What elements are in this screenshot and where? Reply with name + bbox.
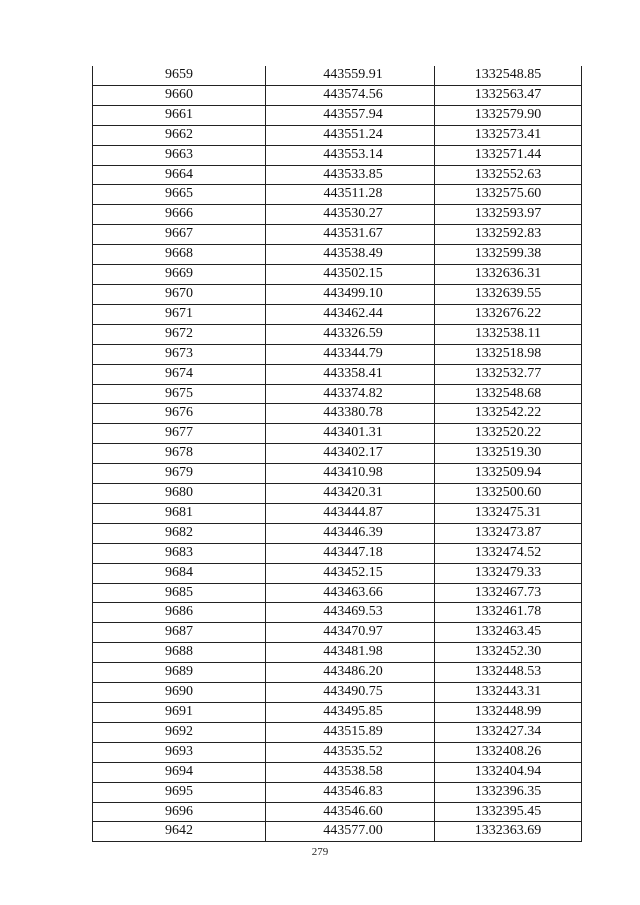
table-row xyxy=(93,404,582,424)
x-coordinate-cell: 443402.17 xyxy=(266,444,435,464)
table-row xyxy=(93,85,582,105)
point-number-cell: 9666 xyxy=(93,205,266,225)
x-coordinate-cell: 443538.58 xyxy=(266,762,435,782)
x-coordinate-cell: 443533.85 xyxy=(266,165,435,185)
x-coordinate-cell: 443326.59 xyxy=(266,324,435,344)
point-number-cell: 9691 xyxy=(93,703,266,723)
y-coordinate-cell: 1332599.38 xyxy=(435,245,582,265)
y-coordinate-cell: 1332500.60 xyxy=(435,484,582,504)
x-coordinate-cell: 443420.31 xyxy=(266,484,435,504)
table-row xyxy=(93,663,582,683)
table-row xyxy=(93,603,582,623)
point-number-cell: 9682 xyxy=(93,523,266,543)
table-row xyxy=(93,444,582,464)
x-coordinate-cell: 443469.53 xyxy=(266,603,435,623)
x-coordinate-cell: 443447.18 xyxy=(266,543,435,563)
table-row xyxy=(93,165,582,185)
x-coordinate-cell: 443446.39 xyxy=(266,523,435,543)
y-coordinate-cell: 1332443.31 xyxy=(435,683,582,703)
y-coordinate-cell: 1332592.83 xyxy=(435,225,582,245)
y-coordinate-cell: 1332509.94 xyxy=(435,464,582,484)
y-coordinate-cell: 1332571.44 xyxy=(435,145,582,165)
y-coordinate-cell: 1332520.22 xyxy=(435,424,582,444)
point-number-cell: 9683 xyxy=(93,543,266,563)
table-row xyxy=(93,225,582,245)
point-number-cell: 9688 xyxy=(93,643,266,663)
y-coordinate-cell: 1332396.35 xyxy=(435,782,582,802)
x-coordinate-cell: 443557.94 xyxy=(266,105,435,125)
point-number-cell: 9693 xyxy=(93,742,266,762)
y-coordinate-cell: 1332639.55 xyxy=(435,284,582,304)
point-number-cell: 9664 xyxy=(93,165,266,185)
table-row xyxy=(93,105,582,125)
y-coordinate-cell: 1332542.22 xyxy=(435,404,582,424)
table-row xyxy=(93,304,582,324)
page-number: 279 xyxy=(311,846,329,858)
x-coordinate-cell: 443452.15 xyxy=(266,563,435,583)
point-number-cell: 9679 xyxy=(93,464,266,484)
table-row xyxy=(93,484,582,504)
x-coordinate-cell: 443499.10 xyxy=(266,284,435,304)
y-coordinate-cell: 1332575.60 xyxy=(435,185,582,205)
x-coordinate-cell: 443490.75 xyxy=(266,683,435,703)
x-coordinate-cell: 443502.15 xyxy=(266,265,435,285)
table-row xyxy=(93,205,582,225)
x-coordinate-cell: 443511.28 xyxy=(266,185,435,205)
table-row xyxy=(93,563,582,583)
point-number-cell: 9660 xyxy=(93,85,266,105)
table-row xyxy=(93,324,582,344)
table-row xyxy=(93,265,582,285)
point-number-cell: 9669 xyxy=(93,265,266,285)
point-number-cell: 9695 xyxy=(93,782,266,802)
point-number-cell: 9678 xyxy=(93,444,266,464)
point-number-cell: 9685 xyxy=(93,583,266,603)
point-number-cell: 9674 xyxy=(93,364,266,384)
point-number-cell: 9667 xyxy=(93,225,266,245)
table-row xyxy=(93,583,582,603)
y-coordinate-cell: 1332548.85 xyxy=(435,66,582,85)
y-coordinate-cell: 1332395.45 xyxy=(435,802,582,822)
x-coordinate-cell: 443535.52 xyxy=(266,742,435,762)
y-coordinate-cell: 1332363.69 xyxy=(435,822,582,842)
x-coordinate-cell: 443531.67 xyxy=(266,225,435,245)
table-row xyxy=(93,245,582,265)
y-coordinate-cell: 1332532.77 xyxy=(435,364,582,384)
point-number-cell: 9661 xyxy=(93,105,266,125)
point-number-cell: 9686 xyxy=(93,603,266,623)
table-row xyxy=(93,364,582,384)
x-coordinate-cell: 443444.87 xyxy=(266,503,435,523)
point-number-cell: 9665 xyxy=(93,185,266,205)
x-coordinate-cell: 443410.98 xyxy=(266,464,435,484)
point-number-cell: 9677 xyxy=(93,424,266,444)
y-coordinate-cell: 1332473.87 xyxy=(435,523,582,543)
y-coordinate-cell: 1332548.68 xyxy=(435,384,582,404)
x-coordinate-cell: 443344.79 xyxy=(266,344,435,364)
x-coordinate-cell: 443546.83 xyxy=(266,782,435,802)
point-number-cell: 9671 xyxy=(93,304,266,324)
x-coordinate-cell: 443462.44 xyxy=(266,304,435,324)
point-number-cell: 9672 xyxy=(93,324,266,344)
table-row xyxy=(93,623,582,643)
y-coordinate-cell: 1332593.97 xyxy=(435,205,582,225)
table-row xyxy=(93,464,582,484)
x-coordinate-cell: 443495.85 xyxy=(266,703,435,723)
point-number-cell: 9694 xyxy=(93,762,266,782)
y-coordinate-cell: 1332676.22 xyxy=(435,304,582,324)
table-row xyxy=(93,66,582,85)
y-coordinate-cell: 1332427.34 xyxy=(435,722,582,742)
y-coordinate-cell: 1332452.30 xyxy=(435,643,582,663)
coordinate-table xyxy=(92,66,582,842)
y-coordinate-cell: 1332538.11 xyxy=(435,324,582,344)
point-number-cell: 9689 xyxy=(93,663,266,683)
point-number-cell: 9668 xyxy=(93,245,266,265)
x-coordinate-cell: 443546.60 xyxy=(266,802,435,822)
table-row xyxy=(93,802,582,822)
y-coordinate-cell: 1332519.30 xyxy=(435,444,582,464)
table-row xyxy=(93,284,582,304)
point-number-cell: 9680 xyxy=(93,484,266,504)
x-coordinate-cell: 443515.89 xyxy=(266,722,435,742)
y-coordinate-cell: 1332518.98 xyxy=(435,344,582,364)
y-coordinate-cell: 1332448.99 xyxy=(435,703,582,723)
point-number-cell: 9696 xyxy=(93,802,266,822)
point-number-cell: 9676 xyxy=(93,404,266,424)
x-coordinate-cell: 443577.00 xyxy=(266,822,435,842)
y-coordinate-cell: 1332463.45 xyxy=(435,623,582,643)
point-number-cell: 9690 xyxy=(93,683,266,703)
table-row xyxy=(93,384,582,404)
table-row xyxy=(93,185,582,205)
table-row xyxy=(93,703,582,723)
y-coordinate-cell: 1332579.90 xyxy=(435,105,582,125)
point-number-cell: 9673 xyxy=(93,344,266,364)
y-coordinate-cell: 1332474.52 xyxy=(435,543,582,563)
table-row xyxy=(93,683,582,703)
y-coordinate-cell: 1332552.63 xyxy=(435,165,582,185)
y-coordinate-cell: 1332475.31 xyxy=(435,503,582,523)
x-coordinate-cell: 443551.24 xyxy=(266,125,435,145)
x-coordinate-cell: 443470.97 xyxy=(266,623,435,643)
point-number-cell: 9675 xyxy=(93,384,266,404)
point-number-cell: 9681 xyxy=(93,503,266,523)
x-coordinate-cell: 443530.27 xyxy=(266,205,435,225)
x-coordinate-cell: 443358.41 xyxy=(266,364,435,384)
y-coordinate-cell: 1332636.31 xyxy=(435,265,582,285)
table-row xyxy=(93,424,582,444)
table-row xyxy=(93,643,582,663)
x-coordinate-cell: 443538.49 xyxy=(266,245,435,265)
table-row xyxy=(93,543,582,563)
x-coordinate-cell: 443401.31 xyxy=(266,424,435,444)
point-number-cell: 9670 xyxy=(93,284,266,304)
table-row xyxy=(93,503,582,523)
table-row xyxy=(93,722,582,742)
point-number-cell: 9662 xyxy=(93,125,266,145)
table-row xyxy=(93,125,582,145)
table-row xyxy=(93,145,582,165)
x-coordinate-cell: 443463.66 xyxy=(266,583,435,603)
x-coordinate-cell: 443559.91 xyxy=(266,66,435,85)
table-row xyxy=(93,523,582,543)
y-coordinate-cell: 1332404.94 xyxy=(435,762,582,782)
point-number-cell: 9687 xyxy=(93,623,266,643)
table-row xyxy=(93,762,582,782)
y-coordinate-cell: 1332479.33 xyxy=(435,563,582,583)
point-number-cell: 9663 xyxy=(93,145,266,165)
x-coordinate-cell: 443380.78 xyxy=(266,404,435,424)
table-row xyxy=(93,344,582,364)
y-coordinate-cell: 1332461.78 xyxy=(435,603,582,623)
y-coordinate-cell: 1332573.41 xyxy=(435,125,582,145)
table-row xyxy=(93,782,582,802)
x-coordinate-cell: 443374.82 xyxy=(266,384,435,404)
point-number-cell: 9642 xyxy=(93,822,266,842)
point-number-cell: 9692 xyxy=(93,722,266,742)
y-coordinate-cell: 1332408.26 xyxy=(435,742,582,762)
y-coordinate-cell: 1332563.47 xyxy=(435,85,582,105)
y-coordinate-cell: 1332467.73 xyxy=(435,583,582,603)
x-coordinate-cell: 443481.98 xyxy=(266,643,435,663)
x-coordinate-cell: 443574.56 xyxy=(266,85,435,105)
point-number-cell: 9684 xyxy=(93,563,266,583)
table-row xyxy=(93,742,582,762)
x-coordinate-cell: 443553.14 xyxy=(266,145,435,165)
x-coordinate-cell: 443486.20 xyxy=(266,663,435,683)
y-coordinate-cell: 1332448.53 xyxy=(435,663,582,683)
point-number-cell: 9659 xyxy=(93,66,266,85)
table-row xyxy=(93,822,582,842)
coordinate-table-body xyxy=(93,66,582,842)
